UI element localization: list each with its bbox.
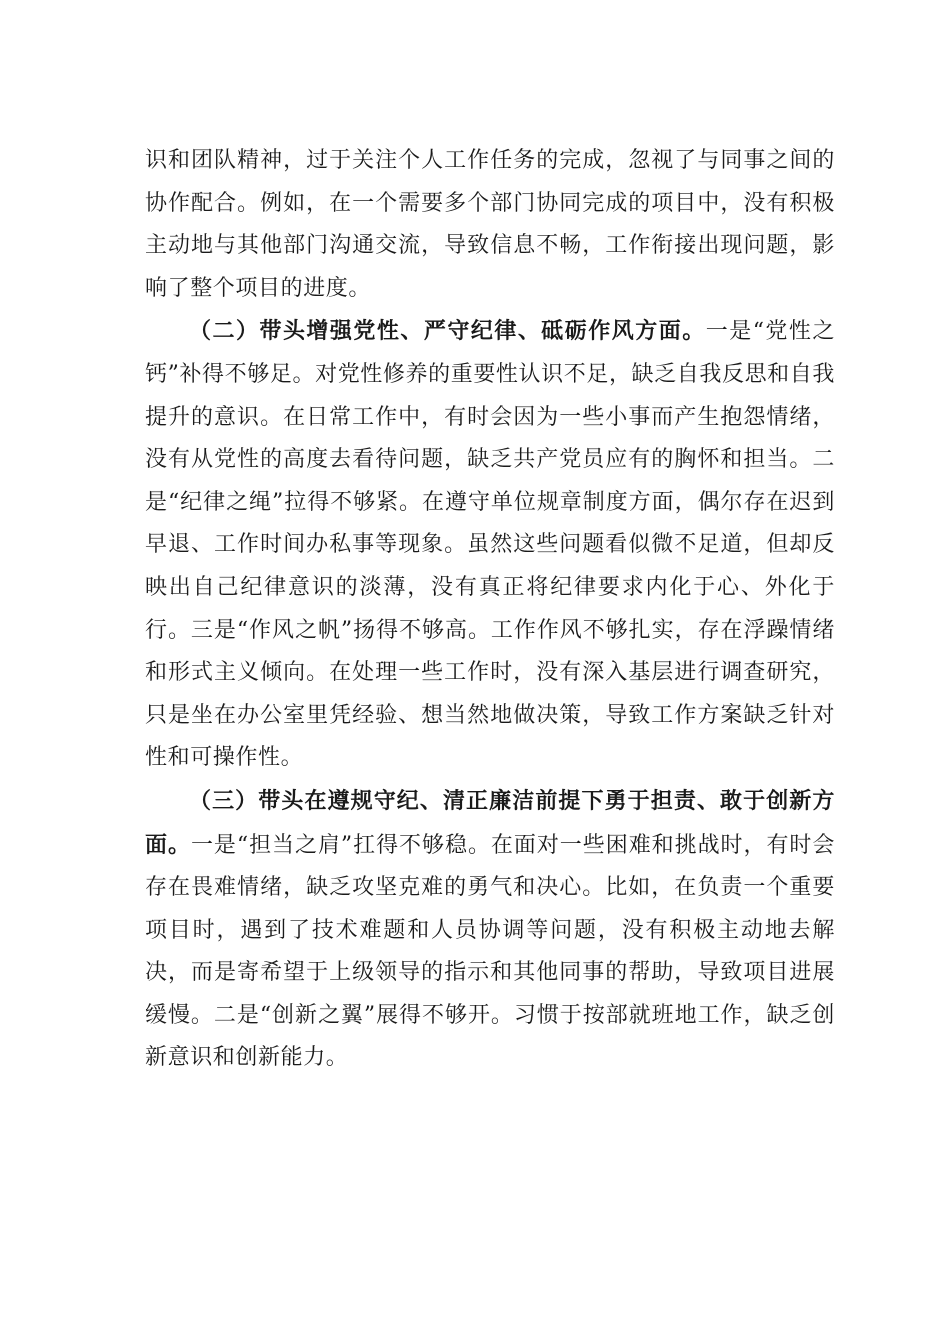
paragraph-text: 一是“担当之肩”扛得不够稳。在面对一些困难和挑战时，有时会存在畏难情绪，缺乏攻坚克难的勇气和决心。比如，在负责一个重要项目时，遇到了技术难题和人员协调等问题，没有积极主动地去解决，而是寄希望于上级领导的指示和其他同事的帮助，导致项目进展缓慢。二是“创新之翼”展得不够开。习惯于按部就班地工作，缺乏创新意识和创新能力。: [145, 832, 835, 1071]
document-body: [145, 140, 835, 1080]
paragraph-text: 识和团队精神，过于关注个人工作任务的完成，忽视了与同事之间的协作配合。例如，在一个需要多个部门协同完成的项目中，没有积极主动地与其他部门沟通交流，导致信息不畅，工作衔接出现问题，影响了整个项目的进度。: [145, 148, 835, 301]
paragraph-section-two: [145, 310, 835, 780]
section-heading: （二）带头增强党性、严守纪律、砥砺作风方面。: [189, 318, 706, 345]
section-heading: （三）带头在遵规守纪、清正廉洁前提下勇于担责、敢于创新方面。: [145, 787, 835, 858]
paragraph-text: 一是“党性之钙”补得不够足。对党性修养的重要性认识不足，缺乏自我反思和自我提升的意识。在日常工作中，有时会因为一些小事而产生抱怨情绪，没有从党性的高度去看待问题，缺乏共产党员应有的胸怀和担当。二是“纪律之绳”拉得不够紧。在遵守单位规章制度方面，偶尔存在迟到早退、工作时间办私事等现象。虽然这些问题看似微不足道，但却反映出自己纪律意识的淡薄，没有真正将纪律要求内化于心、外化于行。三是“作风之帆”扬得不够高。工作作风不够扎实，存在浮躁情绪和形式主义倾向。在处理一些工作时，没有深入基层进行调查研究，只是坐在办公室里凭经验、想当然地做决策，导致工作方案缺乏针对性和可操作性。: [145, 319, 835, 771]
paragraph-section-three: [145, 780, 835, 1080]
paragraph-continuation: [145, 140, 835, 310]
